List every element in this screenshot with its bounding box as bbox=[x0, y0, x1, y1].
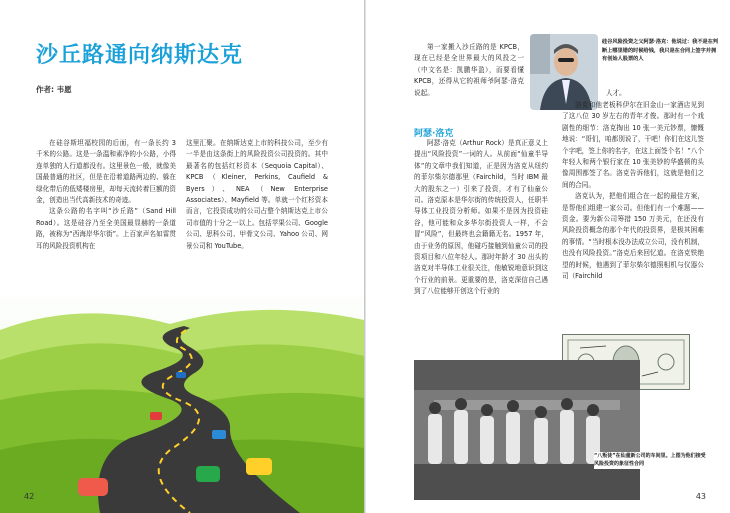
right-page bbox=[366, 0, 730, 513]
road-illustration bbox=[0, 290, 364, 513]
portrait-caption: 硅谷风险投资之父阿瑟·洛克：他说过：我不是在判断上哪里错的时候给钱，我只是在合同上签字并拥有创始人股票的人 bbox=[602, 39, 719, 63]
car-icon bbox=[78, 478, 108, 496]
right-column bbox=[562, 100, 704, 283]
left-page bbox=[0, 0, 364, 513]
middle-column bbox=[414, 138, 548, 298]
car-icon bbox=[196, 466, 220, 482]
paragraph: 第一家搬入沙丘路的是 KPCB，现在已经是全世界最大的风投之一（中文名是：凯鹏华盈），而要看懂 KPCB，还得从它的祖师爷阿瑟·洛克说起。 bbox=[414, 43, 524, 97]
car-icon bbox=[176, 372, 186, 378]
paragraph: 洛克和他老板科伊尔在旧金山一家酒店见到了这八位 30 岁左右的青年才俊。那时有一个戏剧性的细节：洛克掏出 10 张一美元钞票，慷慨地说：“哥们，咱都别说了，干吧！你们在这儿签个字吧，签上你的名字，在这上面签个名！”八个年轻人和两个银行家在 10 张美钞的华盛顿的头像周围都签了名。洛克告诉他们，这就是他们之间的合同。 bbox=[562, 101, 704, 189]
arthur-rock-portrait bbox=[530, 34, 598, 110]
paragraph: 人才。 bbox=[606, 89, 626, 97]
intro-column bbox=[414, 42, 524, 99]
paragraph: 这条公路的名字叫“沙丘路”（Sand Hill Road）。这是硅谷乃至全美国最显赫的一条道路，被称为“西海岸华尔街”。上百家声名如雷贯耳的风险投资机构在 bbox=[36, 207, 176, 250]
photo-caption: “八叛徒”在仙童新公司的车间里。上图为他们接受风险投资的象征性合同 bbox=[594, 453, 706, 468]
author-line: 作者: 韦愿 bbox=[36, 85, 72, 94]
intro-tail bbox=[606, 88, 722, 99]
left-column-1 bbox=[36, 138, 176, 252]
page-number: 43 bbox=[695, 492, 706, 501]
car-icon bbox=[150, 412, 162, 420]
paragraph: 阿瑟·洛克（Arthur Rock）是真正意义上提出“风险投资”一词的人。从前面“仙童半导体”的文章中我们知道，正是因为洛克从纽约的菲尔柴尔德那里（Fairchild，当时 IBM 最大的股东之一）引来了投资，才有了仙童公司。洛克原本是华尔街的传统投资人，任职半导体工业投资分析师。如果不是因为投资硅谷，他可能和众多华尔街投资人一样，不会冒“风险”，但最终也会籍籍无名。1957 年，由于业务的原因，他碰巧接触到仙童公司的投资项目和八位年轻人。那时年龄才 30 出头的洛克对半导体工业很关注，他敏锐地意识到这个行业的前景。更重要的是，洛克深信自己遇到了八位能够开创这个行业的 bbox=[414, 139, 548, 296]
photo-image bbox=[414, 360, 640, 500]
article-title: 沙丘路通向纳斯达克 bbox=[36, 43, 244, 68]
page-number: 42 bbox=[24, 492, 35, 501]
car-icon bbox=[246, 458, 272, 475]
paragraph: 在硅谷斯坦福校园的后面，有一条长约 3 千米的公路。这是一条温和素净的小公路，小得连单独的人行道都没有。这里景色一般，就像美国最普通的社区，但是在沿着道路两边的、躲在绿化带后的低矮楼房里，却每天流转着巨额的资金，创造出当代高新技术的奇迹。 bbox=[36, 139, 176, 205]
fairchild-photo bbox=[414, 360, 640, 500]
car-icon bbox=[212, 430, 226, 439]
section-heading: 阿瑟·洛克 bbox=[414, 129, 454, 139]
left-column-2 bbox=[186, 138, 328, 252]
paragraph: 洛克认为，把他们组合在一起的最佳方案，是帮他们组建一家公司。但他们有一个难题——资金。要为新公司筹措 150 万美元，在还没有风险投资概念的那个年代的投资界，是极其困难的事情。“当时根本没办法成立公司，没有机制，也没有风险投资。”洛克后来回忆道。在洛克铁绝望的时候，他遇到了菲尔柴尔德照相机与仪器公司（Fairchild bbox=[562, 192, 704, 281]
paragraph: 这里汇聚。在纳斯达克上市的科技公司，至少有一半是由这条街上的风险投资公司投资的。其中最著名的包括红杉资本（Sequoia Capital）、KPCB（Kleiner, Perkins, Caufield & Byers）、NEA（New Enterprise Associates）、Mayfield 等。单就一个红杉资本而言，它投资成功的公司占整个纳斯达克上市公司市值的十分之一以上。包括苹果公司、Google 公司、思科公司、甲骨文公司、Yahoo 公司、网景公司和 YouTube。 bbox=[186, 139, 328, 250]
portrait-image bbox=[530, 34, 598, 110]
